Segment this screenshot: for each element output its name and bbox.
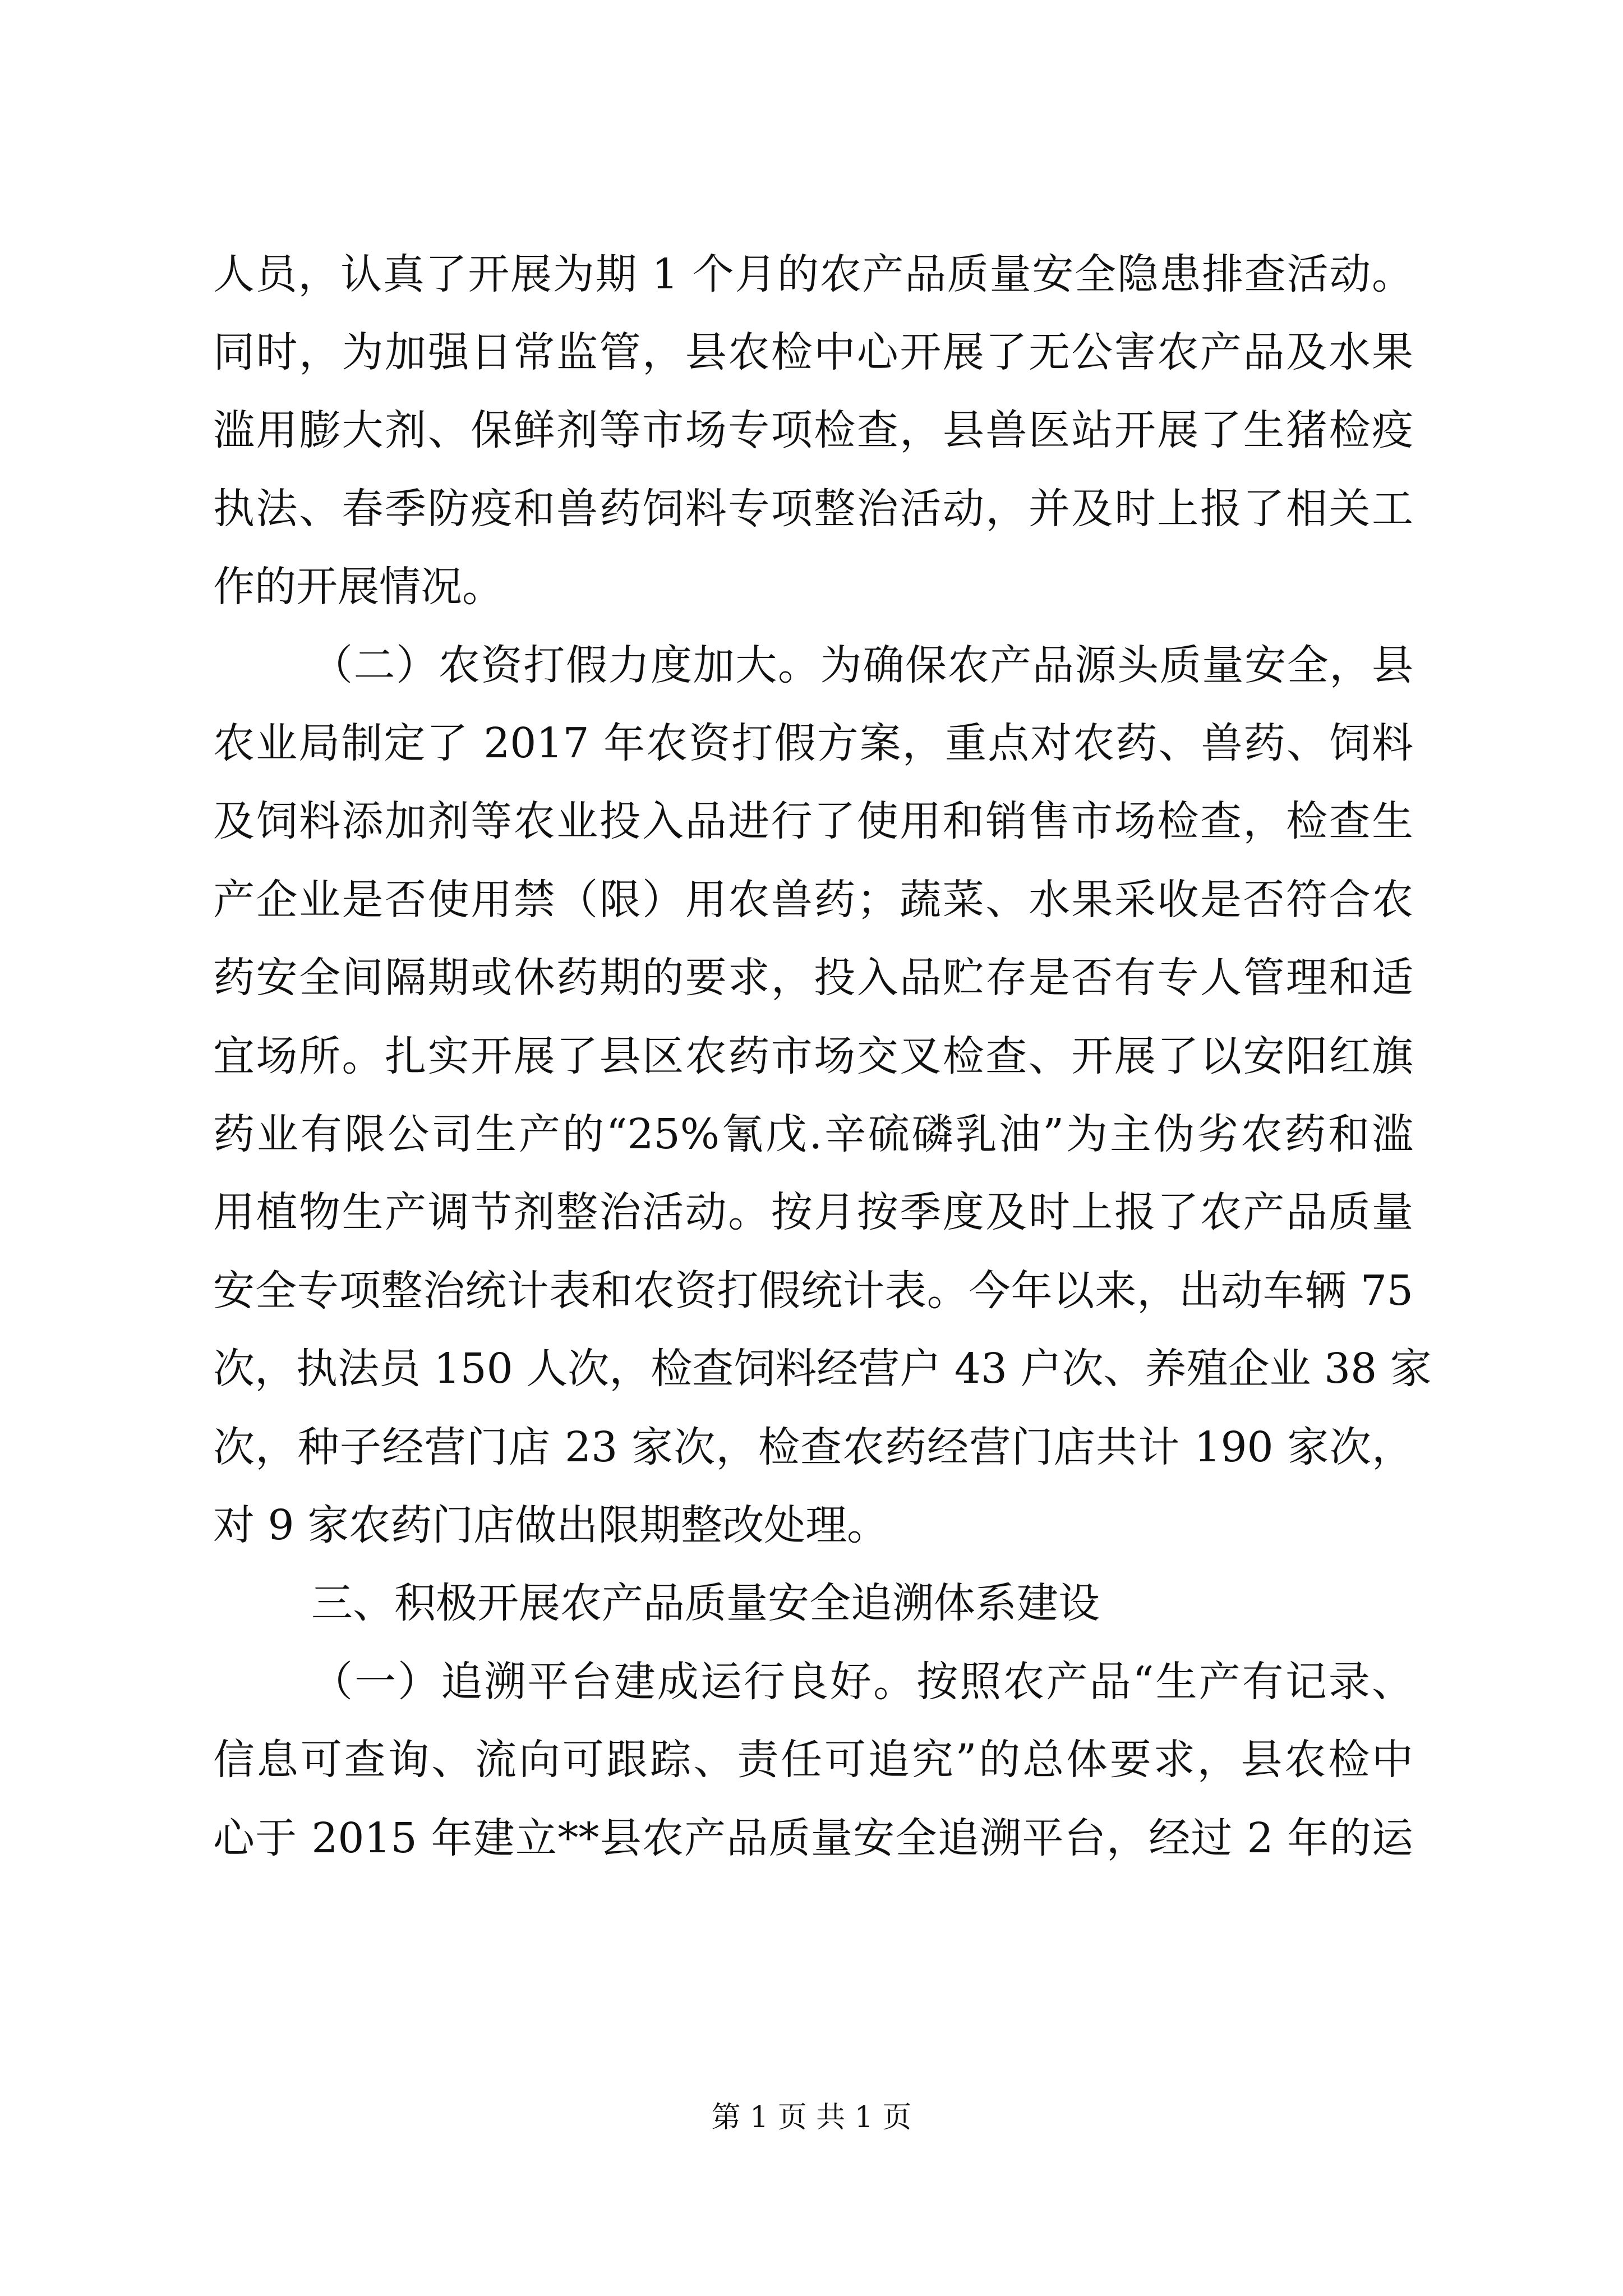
- paragraph-line: 次，种子经营门店 23 家次，检查农药经营门店共计 190 家次，: [213, 1423, 1413, 1471]
- paragraph-line: 信息可查询、流向可跟踪、责任可追究”的总体要求，县农检中: [213, 1736, 1413, 1784]
- paragraph-line: 产企业是否使用禁（限）用农兽药；蔬菜、水果采收是否符合农: [213, 876, 1413, 924]
- page-footer: 第 1 页 共 1 页: [711, 2101, 912, 2134]
- paragraph-line: 宜场所。扎实开展了县区农药市场交叉检查、开展了以安阳红旗: [213, 1032, 1413, 1080]
- paragraph-line: （一）追溯平台建成运行良好。按照农产品“生产有记录、: [311, 1658, 1413, 1706]
- section-heading: 三、积极开展农产品质量安全追溯体系建设: [311, 1579, 1100, 1627]
- paragraph-line: 人员，认真了开展为期 1 个月的农产品质量安全隐患排查活动。: [213, 250, 1413, 298]
- paragraph-line: 执法、春季防疫和兽药饲料专项整治活动，并及时上报了相关工: [213, 485, 1413, 533]
- paragraph-line: 次，执法员 150 人次，检查饲料经营户 43 户次、养殖企业 38 家: [213, 1345, 1432, 1393]
- paragraph-line: 同时，为加强日常监管，县农检中心开展了无公害农产品及水果: [213, 328, 1413, 376]
- paragraph-line: 滥用膨大剂、保鲜剂等市场专项检查，县兽医站开展了生猪检疫: [213, 406, 1413, 454]
- paragraph-line: 农业局制定了 2017 年农资打假方案，重点对农药、兽药、饲料: [213, 719, 1413, 767]
- paragraph-line: 药业有限公司生产的“25%氰戊.辛硫磷乳油”为主伪劣农药和滥: [213, 1110, 1413, 1158]
- paragraph-line: 用植物生产调节剂整治活动。按月按季度及时上报了农产品质量: [213, 1188, 1413, 1236]
- paragraph-line: （二）农资打假力度加大。为确保农产品源头质量安全，县: [311, 641, 1413, 689]
- paragraph-line: 及饲料添加剂等农业投入品进行了使用和销售市场检查，检查生: [213, 797, 1413, 845]
- paragraph-line: 对 9 家农药门店做出限期整改处理。: [213, 1501, 889, 1549]
- paragraph-line: 药安全间隔期或休药期的要求，投入品贮存是否有专人管理和适: [213, 954, 1413, 1002]
- paragraph-line: 安全专项整治统计表和农资打假统计表。今年以来，出动车辆 75: [213, 1267, 1413, 1315]
- paragraph-line: 作的开展情况。: [213, 563, 504, 611]
- paragraph-line: 心于 2015 年建立**县农产品质量安全追溯平台，经过 2 年的运: [213, 1814, 1413, 1862]
